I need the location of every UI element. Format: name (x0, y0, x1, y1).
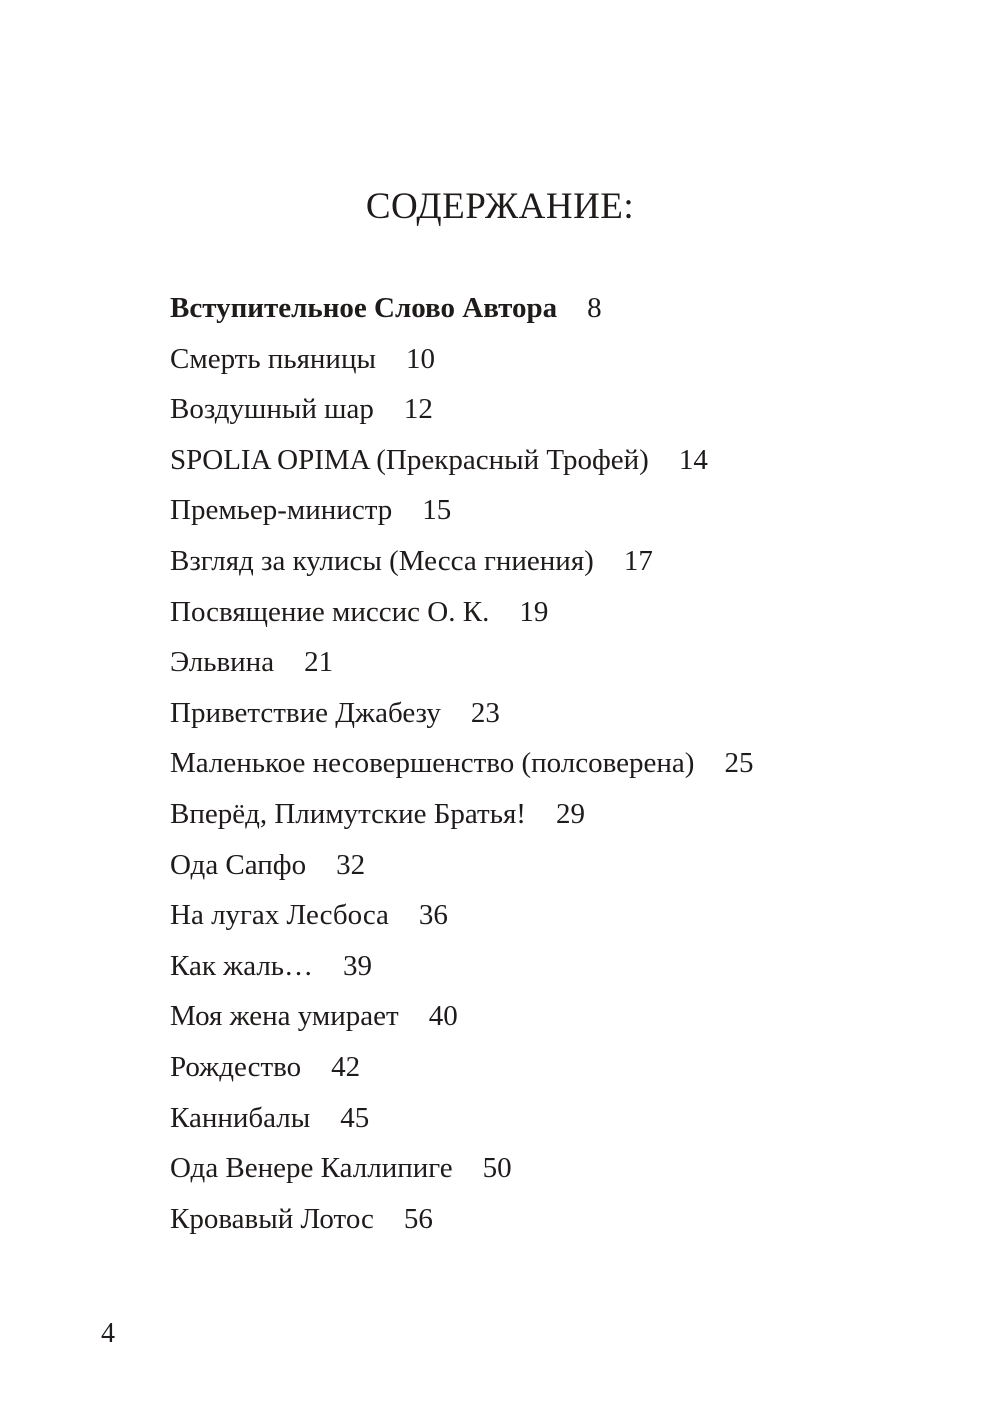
toc-entry-page: 42 (331, 1050, 361, 1083)
toc-entry-title: Премьер-министр (170, 494, 393, 527)
page-title: СОДЕРЖАНИЕ: (365, 185, 635, 227)
toc-entry (170, 641, 753, 692)
toc-entry-page: 19 (519, 595, 549, 628)
toc-entry-page: 15 (422, 494, 452, 527)
toc-entry-title: Моя жена умирает (170, 1000, 399, 1033)
toc-entry-title: Как жаль… (170, 949, 314, 982)
toc-entry (170, 1147, 753, 1198)
toc-entry-title: На лугах Лесбоса (170, 899, 389, 932)
toc-entry (170, 287, 753, 338)
toc-entry-title: Приветствие Джабезу (170, 696, 441, 729)
toc-entry-page: 45 (340, 1101, 370, 1134)
page-number: 4 (101, 1318, 115, 1349)
toc-entry-page: 56 (403, 1202, 433, 1235)
toc-entry-title: Ода Сапфо (170, 848, 307, 881)
toc-entry (170, 540, 753, 591)
toc-entry-title: Вступительное Слово Автора (170, 292, 558, 324)
toc-entry-page: 50 (482, 1152, 512, 1185)
toc-entry-page: 23 (470, 696, 500, 729)
toc-entry-page: 29 (555, 797, 585, 830)
toc-entry-title: SPOLIA OPIMA (Прекрасный Трофей) (170, 443, 649, 476)
table-of-contents (170, 287, 753, 1248)
toc-entry-title: Смерть пьяницы (170, 342, 376, 375)
toc-entry-page: 21 (304, 646, 334, 679)
toc-entry (170, 338, 753, 389)
toc-entry (170, 844, 753, 895)
toc-entry (170, 489, 753, 540)
toc-entry-title: Кровавый Лотос (170, 1202, 374, 1235)
toc-entry (170, 1097, 753, 1148)
toc-entry (170, 692, 753, 743)
toc-entry-page: 36 (418, 899, 448, 932)
toc-entry-page: 32 (336, 848, 366, 881)
toc-entry (170, 1198, 753, 1249)
toc-entry (170, 388, 753, 439)
toc-entry (170, 995, 753, 1046)
toc-entry-page: 25 (724, 747, 754, 780)
toc-entry-page: 39 (343, 949, 373, 982)
toc-entry-title: Эльвина (170, 646, 275, 679)
toc-entry (170, 945, 753, 996)
toc-entry-page: 10 (405, 342, 435, 375)
toc-entry-title: Рождество (170, 1050, 302, 1083)
toc-entry-title: Воздушный шар (170, 393, 374, 426)
toc-entry (170, 439, 753, 490)
toc-entry-title: Вперёд, Плимутские Братья! (170, 797, 526, 830)
toc-entry-page: 17 (623, 544, 653, 577)
toc-entry-title: Посвящение миссис О. К. (170, 595, 490, 628)
toc-entry (170, 894, 753, 945)
toc-entry (170, 793, 753, 844)
toc-entry-page: 14 (678, 443, 708, 476)
toc-entry-title: Маленькое несовершенство (полсоверена) (170, 747, 695, 780)
toc-entry (170, 742, 753, 793)
toc-entry-title: Взгляд за кулисы (Месса гниения) (170, 544, 594, 577)
toc-entry (170, 1046, 753, 1097)
toc-entry (170, 591, 753, 642)
toc-entry-page: 40 (428, 1000, 458, 1033)
toc-entry-title: Каннибалы (170, 1101, 311, 1134)
toc-entry-page: 8 (587, 292, 602, 324)
toc-entry-page: 12 (403, 393, 433, 426)
toc-entry-title: Ода Венере Каллипиге (170, 1152, 453, 1185)
